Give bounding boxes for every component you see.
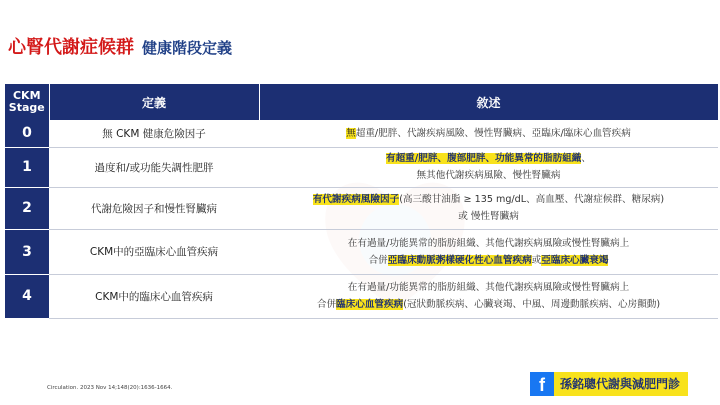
table-row bbox=[5, 147, 718, 187]
stage-number: 3 bbox=[5, 229, 49, 274]
table-row bbox=[5, 187, 718, 229]
stage-description: 在有過量/功能異常的脂肪組織、其他代謝疾病風險或慢性腎臟病上 合併臨床心血管疾病(冠狀動脈疾病、心臟衰竭、中風、周邊動脈疾病、心房顫動) bbox=[259, 274, 718, 318]
stage-definition: 代謝危險因子和慢性腎臟病 bbox=[49, 187, 259, 229]
stage-number: 0 bbox=[5, 120, 49, 147]
facebook-clinic-link[interactable] bbox=[530, 372, 688, 396]
clinic-name[interactable]: 孫銘聰代謝與減肥門診 bbox=[554, 372, 688, 396]
stage-number: 4 bbox=[5, 274, 49, 318]
stage-description: 無超重/肥胖、代謝疾病風險、慢性腎臟病、亞臨床/臨床心血管疾病 bbox=[259, 120, 718, 147]
stage-definition: CKM中的亞臨床心血管疾病 bbox=[49, 229, 259, 274]
table-row bbox=[5, 274, 718, 318]
citation-text: Circulation. 2023 Nov 14;148(20):1636-1664. bbox=[47, 385, 173, 391]
stage-description: 有超重/肥胖、腹部肥胖、功能異常的脂肪組織、 無其他代謝疾病風險、慢性腎臟病 bbox=[259, 147, 718, 187]
header-stage: CKM Stage bbox=[5, 84, 49, 120]
stage-number: 2 bbox=[5, 187, 49, 229]
stage-definition: 過度和/或功能失調性肥胖 bbox=[49, 147, 259, 187]
ckm-stage-table bbox=[5, 84, 719, 319]
table-row bbox=[5, 120, 718, 147]
header-definition: 定義 bbox=[49, 84, 259, 120]
table-header-row bbox=[5, 84, 718, 120]
table-row bbox=[5, 229, 718, 274]
stage-description: 有代謝疾病風險因子(高三酸甘油脂 ≥ 135 mg/dL、高血壓、代謝症候群、糖尿病) 或 慢性腎臟病 bbox=[259, 187, 718, 229]
stage-definition: CKM中的臨床心血管疾病 bbox=[49, 274, 259, 318]
title-sub: 健康階段定義 bbox=[142, 39, 233, 57]
stage-description: 在有過量/功能異常的脂肪組織、其他代謝疾病風險或慢性腎臟病上 合併亞臨床動脈粥樣硬化性心血管疾病或亞臨床心臟衰竭 bbox=[259, 229, 718, 274]
header-description: 敘述 bbox=[259, 84, 718, 120]
facebook-icon[interactable]: f bbox=[530, 372, 554, 396]
title-main: 心腎代謝症候群 bbox=[8, 37, 134, 58]
stage-definition: 無 CKM 健康危險因子 bbox=[49, 120, 259, 147]
stage-number: 1 bbox=[5, 147, 49, 187]
slide-title bbox=[8, 33, 232, 59]
